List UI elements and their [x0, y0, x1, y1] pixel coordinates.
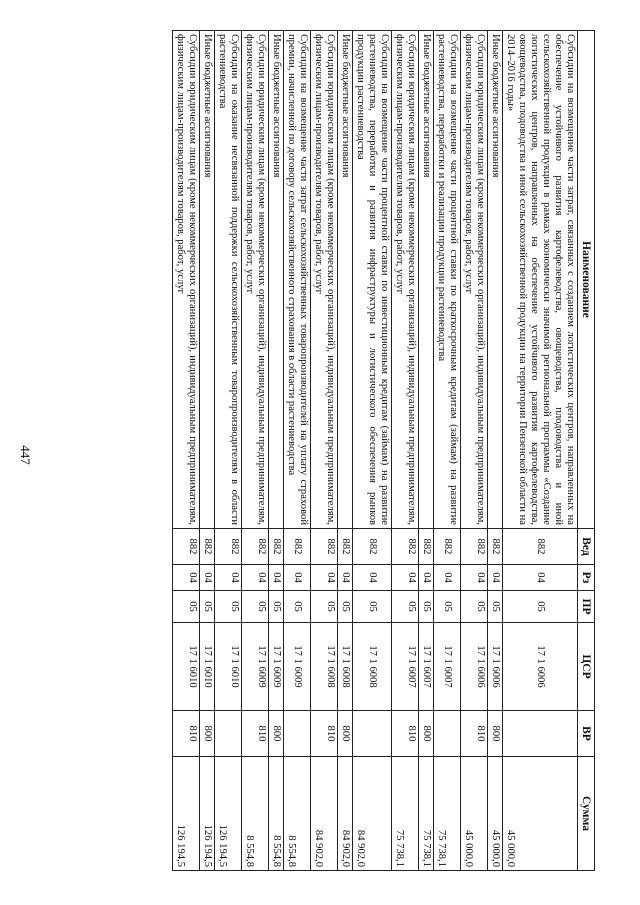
- table-row: [353, 31, 392, 871]
- cell-ved: 882: [503, 529, 578, 565]
- header-sum: Сумма: [578, 757, 595, 871]
- budget-table: [172, 30, 595, 871]
- cell-pr: 05: [242, 591, 269, 623]
- cell-csr: 17 1 6010: [200, 623, 215, 711]
- cell-name: Субсидии юридическим лицам (кроме некоммерческих организаций), индивидуальным предпринимателям, физическим лицам-производителям товаров, работ, услуг: [461, 31, 488, 529]
- header-name: Наименование: [578, 31, 595, 529]
- cell-name: Иные бюджетные ассигнования: [338, 31, 353, 529]
- cell-ved: 882: [338, 529, 353, 565]
- cell-pr: 05: [269, 591, 284, 623]
- cell-ved: 882: [284, 529, 311, 565]
- table-body: [173, 31, 578, 871]
- table-header: [578, 31, 595, 871]
- cell-ved: 882: [434, 529, 461, 565]
- cell-pr: 05: [434, 591, 461, 623]
- cell-csr: 17 1 6008: [338, 623, 353, 711]
- cell-pr: 05: [488, 591, 503, 623]
- table-row: [311, 31, 338, 871]
- cell-pr: 05: [338, 591, 353, 623]
- header-row: [578, 31, 595, 871]
- cell-pr: 05: [215, 591, 242, 623]
- cell-pr: 05: [392, 591, 419, 623]
- page-number: 447: [18, 445, 33, 465]
- cell-vr: 800: [269, 711, 284, 757]
- cell-sum: 84 902,0: [311, 757, 338, 871]
- cell-pr: 05: [173, 591, 200, 623]
- cell-csr: 17 1 6007: [434, 623, 461, 711]
- cell-pr: 05: [311, 591, 338, 623]
- cell-name: Субсидии на возмещение части процентной ставки по краткосрочным кредитам (займам) на развитие растениеводства, переработки и реализации продукции растениеводства: [434, 31, 461, 529]
- cell-rz: 04: [311, 565, 338, 591]
- cell-name: Иные бюджетные ассигнования: [419, 31, 434, 529]
- cell-sum: 8 554,8: [269, 757, 284, 871]
- cell-ved: 882: [215, 529, 242, 565]
- cell-vr: [503, 711, 578, 757]
- cell-pr: 05: [353, 591, 392, 623]
- cell-csr: 17 1 6006: [488, 623, 503, 711]
- cell-vr: 810: [461, 711, 488, 757]
- cell-name: Субсидии юридическим лицам (кроме некоммерческих организаций), индивидуальным предпринимателям, физическим лицам-производителям товаров, работ, услуг: [311, 31, 338, 529]
- cell-ved: 882: [461, 529, 488, 565]
- cell-rz: 04: [461, 565, 488, 591]
- cell-pr: 05: [461, 591, 488, 623]
- cell-pr: 05: [503, 591, 578, 623]
- cell-vr: [215, 711, 242, 757]
- cell-sum: 84 902,0: [353, 757, 392, 871]
- cell-rz: 04: [338, 565, 353, 591]
- cell-pr: 05: [200, 591, 215, 623]
- cell-sum: 126 194,5: [215, 757, 242, 871]
- cell-csr: 17 1 6010: [215, 623, 242, 711]
- header-rz: Рз: [578, 565, 595, 591]
- cell-ved: 882: [419, 529, 434, 565]
- cell-rz: 04: [173, 565, 200, 591]
- cell-sum: 126 194,5: [173, 757, 200, 871]
- cell-name: Субсидии юридическим лицам (кроме некоммерческих организаций), индивидуальным предпринимателям, физическим лицам-производителям товаров, работ, услуг: [173, 31, 200, 529]
- table-row: [269, 31, 284, 871]
- cell-ved: 882: [200, 529, 215, 565]
- header-ved: Вед: [578, 529, 595, 565]
- cell-name: Субсидии на возмещение части затрат сельскохозяйственных товаропроизводителей на уплату страховой премии, начисленной по договору сельскохозяйственного страхования в области растениеводства: [284, 31, 311, 529]
- cell-rz: 04: [392, 565, 419, 591]
- table-row: [503, 31, 578, 871]
- cell-vr: 800: [200, 711, 215, 757]
- cell-vr: [353, 711, 392, 757]
- rotated-table-area: [85, 30, 595, 870]
- cell-csr: 17 1 6008: [353, 623, 392, 711]
- cell-vr: 810: [392, 711, 419, 757]
- cell-rz: 04: [200, 565, 215, 591]
- cell-rz: 04: [434, 565, 461, 591]
- cell-name: Субсидии на возмещение части процентной ставки по инвестиционным кредитам (займам) на развитие растениеводства, переработки и развития инфраструктуры и логистического обеспечения рынков продукции растениеводства: [353, 31, 392, 529]
- cell-csr: 17 1 6010: [173, 623, 200, 711]
- table-row: [419, 31, 434, 871]
- cell-name: Субсидии на оказание несвязанной поддержки сельскохозяйственным товаропроизводителям в области растениеводства: [215, 31, 242, 529]
- cell-rz: 04: [269, 565, 284, 591]
- cell-rz: 04: [488, 565, 503, 591]
- cell-ved: 882: [392, 529, 419, 565]
- rotated-content: [85, 30, 595, 870]
- cell-sum: 8 554,8: [242, 757, 269, 871]
- cell-rz: 04: [215, 565, 242, 591]
- cell-sum: 126 194,5: [200, 757, 215, 871]
- cell-rz: 04: [419, 565, 434, 591]
- cell-vr: [284, 711, 311, 757]
- cell-vr: 810: [173, 711, 200, 757]
- table-row: [173, 31, 200, 871]
- table-row: [200, 31, 215, 871]
- cell-sum: 84 902,0: [338, 757, 353, 871]
- cell-ved: 882: [173, 529, 200, 565]
- cell-csr: 17 1 6006: [503, 623, 578, 711]
- cell-vr: 800: [488, 711, 503, 757]
- cell-sum: 45 000,0: [461, 757, 488, 871]
- table-row: [284, 31, 311, 871]
- table-row: [242, 31, 269, 871]
- table-row: [215, 31, 242, 871]
- header-vr: ВР: [578, 711, 595, 757]
- table-row: [392, 31, 419, 871]
- cell-csr: 17 1 6009: [269, 623, 284, 711]
- cell-rz: 04: [353, 565, 392, 591]
- cell-vr: 800: [338, 711, 353, 757]
- cell-vr: 800: [419, 711, 434, 757]
- header-pr: ПР: [578, 591, 595, 623]
- cell-csr: 17 1 6007: [392, 623, 419, 711]
- cell-ved: 882: [488, 529, 503, 565]
- cell-name: Иные бюджетные ассигнования: [200, 31, 215, 529]
- cell-ved: 882: [353, 529, 392, 565]
- cell-name: Субсидии юридическим лицам (кроме некоммерческих организаций), индивидуальным предпринимателям, физическим лицам-производителям товаров, работ, услуг: [392, 31, 419, 529]
- cell-name: Иные бюджетные ассигнования: [269, 31, 284, 529]
- cell-pr: 05: [284, 591, 311, 623]
- table-row: [338, 31, 353, 871]
- cell-sum: 45 000,0: [488, 757, 503, 871]
- cell-pr: 05: [419, 591, 434, 623]
- cell-rz: 04: [503, 565, 578, 591]
- cell-csr: 17 1 6006: [461, 623, 488, 711]
- header-csr: ЦСР: [578, 623, 595, 711]
- cell-csr: 17 1 6007: [419, 623, 434, 711]
- table-row: [461, 31, 488, 871]
- cell-sum: 75 738,1: [392, 757, 419, 871]
- cell-csr: 17 1 6009: [242, 623, 269, 711]
- cell-sum: 75 738,1: [419, 757, 434, 871]
- cell-sum: 8 554,8: [284, 757, 311, 871]
- cell-csr: 17 1 6009: [284, 623, 311, 711]
- cell-vr: [434, 711, 461, 757]
- cell-name: Иные бюджетные ассигнования: [488, 31, 503, 529]
- cell-rz: 04: [242, 565, 269, 591]
- cell-vr: 810: [242, 711, 269, 757]
- cell-ved: 882: [269, 529, 284, 565]
- cell-ved: 882: [242, 529, 269, 565]
- cell-ved: 882: [311, 529, 338, 565]
- cell-name: Субсидии на возмещение части затрат, связанных с созданием логистических центров, направленных на обеспечение устойчивого развития картофелеводства, овощеводства, плодоводства и иной сельскохозяйственной продукции в рамках экономически значимой региональной программы «Создание логистических центров, направленных на обеспечение устойчивого развития картофелеводства, овощеводства, плодоводства и иной сельскохозяйственной продукции на территории Пензенской области на 2014–2016 годы»: [503, 31, 578, 529]
- cell-sum: 45 000,0: [503, 757, 578, 871]
- cell-name: Субсидии юридическим лицам (кроме некоммерческих организаций), индивидуальным предпринимателям, физическим лицам-производителям товаров, работ, услуг: [242, 31, 269, 529]
- table-row: [434, 31, 461, 871]
- table-row: [488, 31, 503, 871]
- cell-sum: 75 738,1: [434, 757, 461, 871]
- cell-rz: 04: [284, 565, 311, 591]
- cell-vr: 810: [311, 711, 338, 757]
- cell-csr: 17 1 6008: [311, 623, 338, 711]
